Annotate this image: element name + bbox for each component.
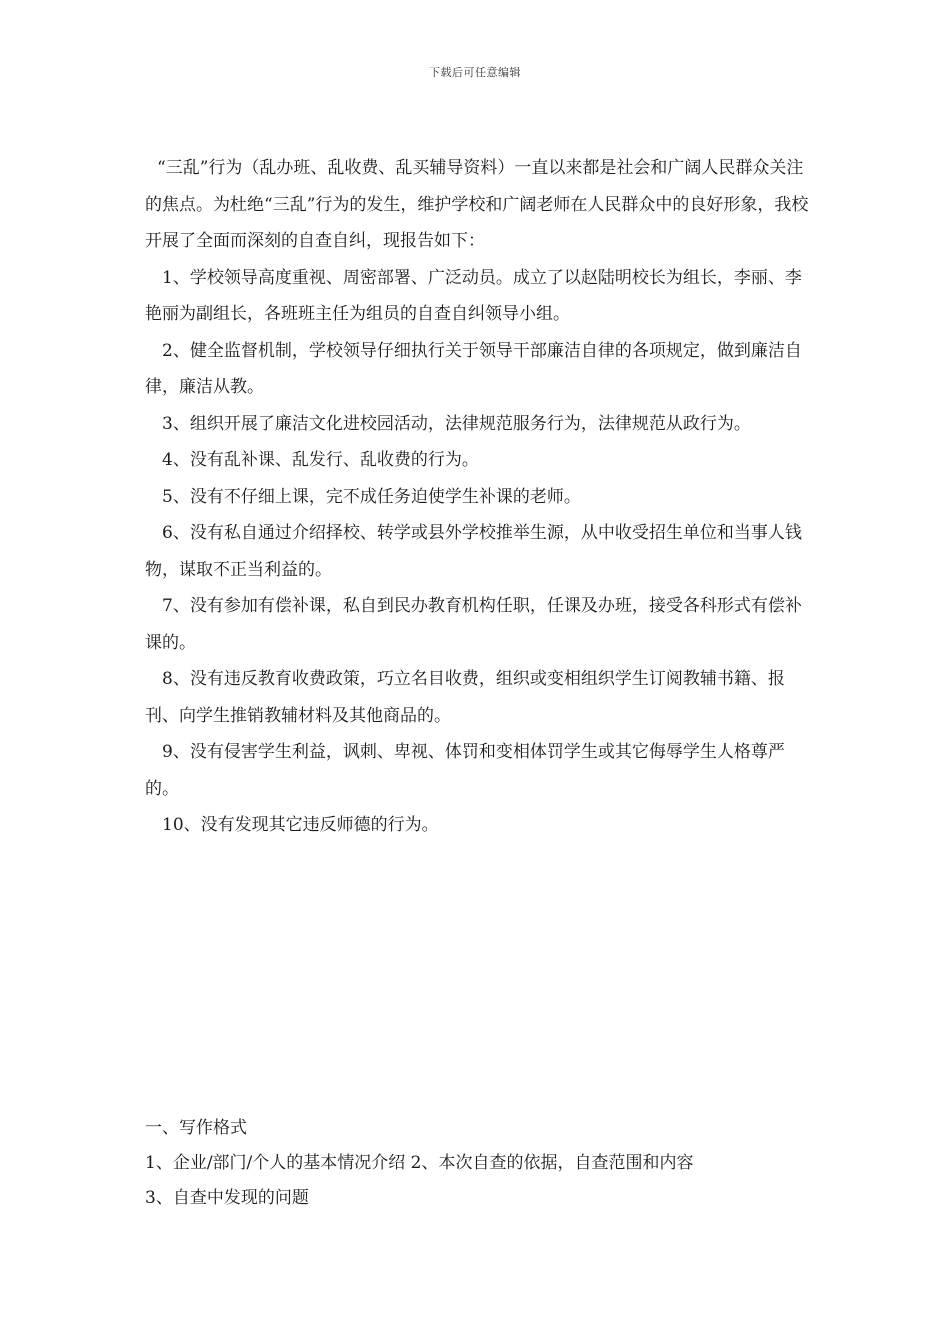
report-intro-paragraph: “三乱”行为（乱办班、乱收费、乱买辅导资料）一直以来都是社会和广阔人民群众关注的焦点。为杜绝“三乱”行为的发生，维护学校和广阔老师在人民群众中的良好形象，我校开展了全面而深刻的自查自纠，现报告如下： xyxy=(145,158,809,251)
report-item-8: 8、没有违反教育收费政策，巧立名目收费，组织或变相组织学生订阅教辅书籍、报刊、向学生推销教辅材料及其他商品的。 xyxy=(145,669,785,726)
report-item-7: 7、没有参加有偿补课，私自到民办教育机构任职，任课及办班，接受各科形式有偿补课的。 xyxy=(145,596,802,653)
report-item-1: 1、学校领导高度重视、周密部署、广泛动员。成立了以赵陆明校长为组长，李丽、李艳丽为副组长，各班班主任为组员的自查自纠领导小组。 xyxy=(145,267,802,324)
report-item-6: 6、没有私自通过介绍择校、转学或县外学校推举生源，从中收受招生单位和当事人钱物，谋取不正当利益的。 xyxy=(145,523,802,580)
writing-format-line-1: 1、企业/部门/个人的基本情况介绍 2、本次自查的依据，自查范围和内容 xyxy=(145,1153,694,1173)
header-note: 下载后可任意编辑 xyxy=(429,66,521,79)
writing-format-section xyxy=(145,1111,817,1216)
report-item-2: 2、健全监督机制，学校领导仔细执行关于领导干部廉洁自律的各项规定，做到廉洁自律，廉洁从教。 xyxy=(145,340,802,397)
report-item-10: 10、没有发现其它违反师德的行为。 xyxy=(162,815,439,835)
report-item-9: 9、没有侵害学生利益，讽刺、卑视、体罚和变相体罚学生或其它侮辱学生人格尊严的。 xyxy=(145,742,785,799)
report-item-3: 3、组织开展了廉洁文化进校园活动，法律规范服务行为，法律规范从政行为。 xyxy=(162,413,751,434)
report-item-5: 5、没有不仔细上课，完不成任务迫使学生补课的老师。 xyxy=(162,486,581,507)
report-body xyxy=(145,150,817,844)
writing-format-line-2: 3、自查中发现的问题 xyxy=(145,1188,309,1208)
writing-format-heading: 一、写作格式 xyxy=(145,1118,247,1138)
report-item-4: 4、没有乱补课、乱发行、乱收费的行为。 xyxy=(162,450,479,470)
